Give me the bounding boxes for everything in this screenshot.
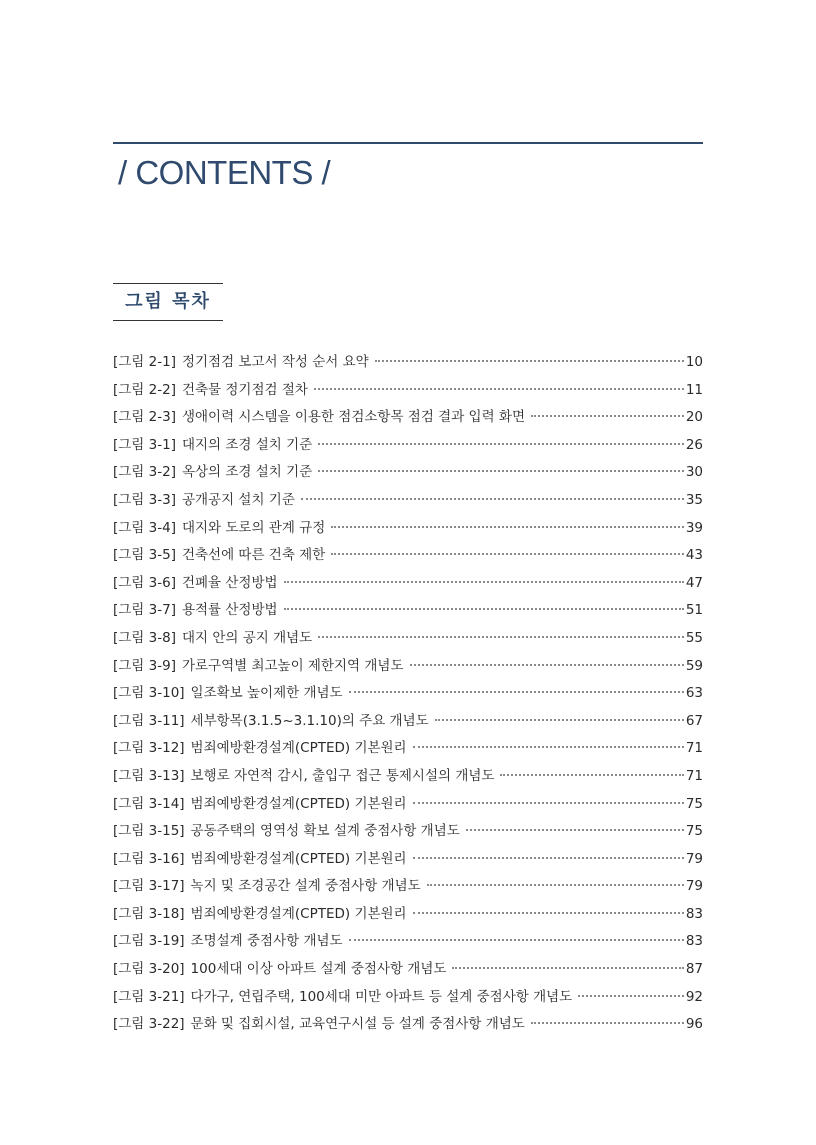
contents-title: / CONTENTS / (118, 154, 331, 191)
dot-leader (578, 995, 684, 997)
header-rule (113, 142, 703, 144)
figure-number: [그림 3-6] (113, 574, 176, 591)
dot-leader (318, 470, 684, 472)
page-number: 30 (685, 464, 703, 481)
figure-title: 생애이력 시스템을 이용한 점검소항목 점검 결과 입력 화면 (181, 409, 525, 426)
page-number: 51 (685, 602, 703, 619)
figure-title: 대지 안의 공지 개념도 (181, 629, 313, 646)
dot-leader (413, 746, 684, 748)
figure-title: 공개공지 설치 기준 (181, 491, 295, 508)
section-heading (113, 283, 223, 321)
figure-title: 범죄예방환경설계(CPTED) 기본원리 (190, 740, 407, 757)
figure-number: [그림 3-8] (113, 629, 176, 646)
page-number: 26 (685, 436, 703, 453)
figure-number: [그림 2-3] (113, 409, 176, 426)
figure-number: [그림 3-1] (113, 436, 176, 453)
toc-row[interactable] (113, 956, 703, 984)
dot-leader (375, 360, 684, 362)
section-title: 그림 목차 (125, 291, 211, 312)
figure-number: [그림 2-1] (113, 354, 176, 370)
figure-title: 건폐율 산정방법 (181, 574, 278, 591)
toc-row[interactable] (113, 625, 703, 653)
figure-number: [그림 3-2] (113, 464, 176, 481)
figure-title: 정기점검 보고서 작성 순서 요약 (181, 354, 369, 370)
toc-row[interactable] (113, 708, 703, 736)
toc-row[interactable] (113, 846, 703, 874)
toc-row[interactable] (113, 515, 703, 543)
figure-number: [그림 3-13] (113, 767, 185, 784)
figure-number: [그림 3-19] (113, 933, 185, 950)
dot-leader (531, 1022, 684, 1024)
page-number: 10 (685, 354, 703, 370)
page-number: 67 (685, 712, 703, 729)
page-number: 20 (685, 409, 703, 426)
page-number: 11 (685, 381, 703, 398)
toc-row[interactable] (113, 735, 703, 763)
toc-row[interactable] (113, 984, 703, 1012)
figure-number: [그림 3-20] (113, 961, 185, 978)
page-number: 71 (685, 740, 703, 757)
toc-row[interactable] (113, 542, 703, 570)
figure-number: [그림 3-12] (113, 740, 185, 757)
figure-number: [그림 3-3] (113, 491, 176, 508)
toc-row[interactable] (113, 597, 703, 625)
page-number: 83 (685, 905, 703, 922)
dot-leader (413, 912, 684, 914)
toc-row[interactable] (113, 570, 703, 598)
dot-leader (435, 719, 684, 721)
figure-title: 조명설계 중점사항 개념도 (190, 933, 343, 950)
dot-leader (284, 608, 684, 610)
figure-title: 100세대 이상 아파트 설계 중점사항 개념도 (190, 961, 447, 978)
toc-row[interactable] (113, 487, 703, 515)
figure-number: [그림 3-10] (113, 685, 185, 702)
figure-number: [그림 3-4] (113, 519, 176, 536)
toc-row[interactable] (113, 901, 703, 929)
figure-title: 일조확보 높이제한 개념도 (190, 685, 343, 702)
figure-number: [그림 3-14] (113, 795, 185, 812)
dot-leader (349, 691, 684, 693)
dot-leader (410, 664, 684, 666)
page-number: 71 (685, 767, 703, 784)
figure-number: [그림 3-17] (113, 878, 185, 895)
figure-number: [그림 3-16] (113, 850, 185, 867)
figure-number: [그림 3-21] (113, 988, 185, 1005)
dot-leader (531, 415, 684, 417)
figure-title: 건축선에 따른 건축 제한 (181, 547, 326, 564)
toc-row[interactable] (113, 818, 703, 846)
figure-list (113, 349, 703, 1039)
toc-row[interactable] (113, 791, 703, 819)
page-number: 43 (685, 547, 703, 564)
figure-title: 범죄예방환경설계(CPTED) 기본원리 (190, 795, 407, 812)
dot-leader (500, 774, 683, 776)
toc-row[interactable] (113, 653, 703, 681)
page-number: 55 (685, 629, 703, 646)
dot-leader (314, 388, 684, 390)
dot-leader (284, 581, 684, 583)
figure-title: 가로구역별 최고높이 제한지역 개념도 (181, 657, 404, 674)
figure-title: 옥상의 조경 설치 기준 (181, 464, 313, 481)
figure-title: 범죄예방환경설계(CPTED) 기본원리 (190, 850, 407, 867)
page-number: 75 (685, 795, 703, 812)
figure-number: [그림 3-7] (113, 602, 176, 619)
dot-leader (349, 939, 684, 941)
dot-leader (331, 553, 684, 555)
toc-row[interactable] (113, 404, 703, 432)
toc-row[interactable] (113, 432, 703, 460)
toc-row[interactable] (113, 928, 703, 956)
figure-number: [그림 2-2] (113, 381, 176, 398)
page-number: 47 (685, 574, 703, 591)
figure-number: [그림 3-15] (113, 823, 185, 840)
toc-row[interactable] (113, 349, 703, 377)
figure-number: [그림 3-11] (113, 712, 185, 729)
dot-leader (427, 884, 684, 886)
dot-leader (331, 526, 684, 528)
figure-title: 대지의 조경 설치 기준 (181, 436, 313, 453)
page-number: 96 (685, 1016, 703, 1033)
figure-number: [그림 3-18] (113, 905, 185, 922)
figure-title: 보행로 자연적 감시, 출입구 접근 통제시설의 개념도 (190, 767, 495, 784)
figure-number: [그림 3-22] (113, 1016, 185, 1033)
dot-leader (318, 443, 684, 445)
dot-leader (466, 829, 684, 831)
page-number: 59 (685, 657, 703, 674)
page-number: 63 (685, 685, 703, 702)
page-number: 35 (685, 491, 703, 508)
page-number: 75 (685, 823, 703, 840)
page-number: 79 (685, 850, 703, 867)
figure-title: 범죄예방환경설계(CPTED) 기본원리 (190, 905, 407, 922)
figure-title: 다가구, 연립주택, 100세대 미만 아파트 등 설계 중점사항 개념도 (190, 988, 573, 1005)
dot-leader (413, 802, 684, 804)
dot-leader (318, 636, 684, 638)
section-rule-bottom (113, 320, 223, 321)
figure-title: 공동주택의 영역성 확보 설계 중점사항 개념도 (190, 823, 460, 840)
dot-leader (301, 498, 684, 500)
toc-row[interactable] (113, 1011, 703, 1039)
figure-title: 세부항목(3.1.5~3.1.10)의 주요 개념도 (190, 712, 429, 729)
page-number: 87 (685, 961, 703, 978)
page-number: 79 (685, 878, 703, 895)
toc-row[interactable] (113, 680, 703, 708)
dot-leader (452, 967, 683, 969)
figure-title: 건축물 정기점검 절차 (181, 381, 308, 398)
figure-title: 용적률 산정방법 (181, 602, 278, 619)
page-number: 83 (685, 933, 703, 950)
toc-row[interactable] (113, 873, 703, 901)
figure-number: [그림 3-5] (113, 547, 176, 564)
toc-row[interactable] (113, 459, 703, 487)
figure-title: 대지와 도로의 관계 규정 (181, 519, 326, 536)
dot-leader (413, 857, 684, 859)
toc-row[interactable] (113, 377, 703, 405)
figure-title: 문화 및 집회시설, 교육연구시설 등 설계 중점사항 개념도 (190, 1016, 525, 1033)
page-number: 92 (685, 988, 703, 1005)
toc-row[interactable] (113, 763, 703, 791)
figure-number: [그림 3-9] (113, 657, 176, 674)
figure-title: 녹지 및 조경공간 설계 중점사항 개념도 (190, 878, 421, 895)
page-number: 39 (685, 519, 703, 536)
